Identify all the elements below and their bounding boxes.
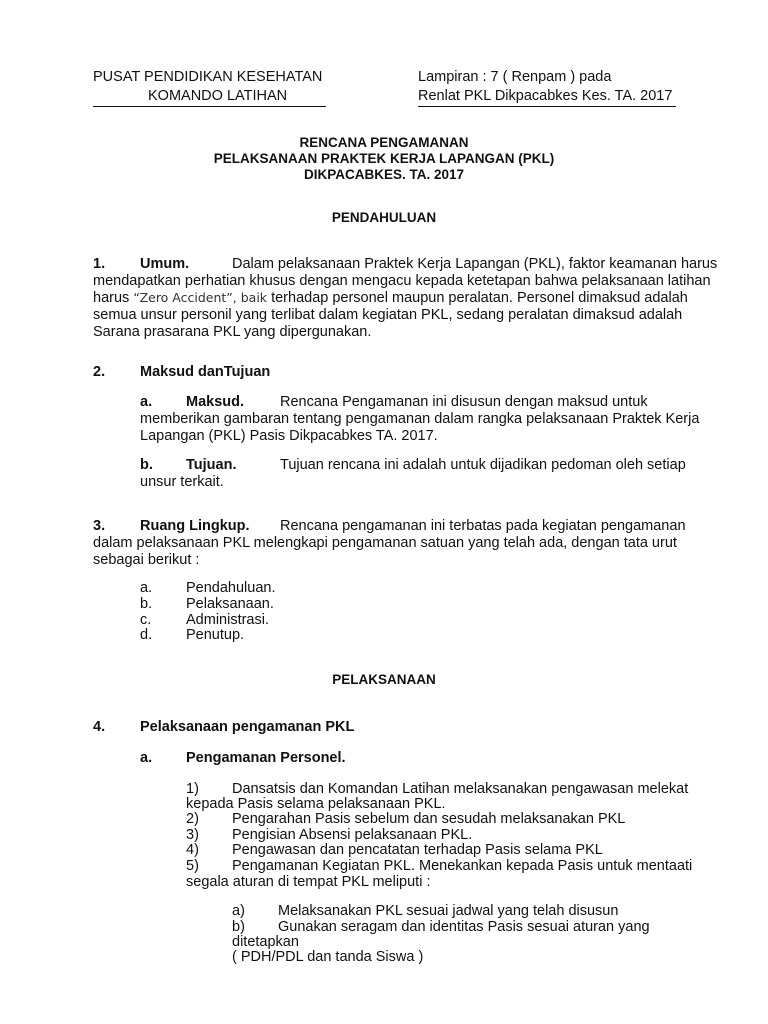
p4a-item-cont: segala aturan di tempat PKL meliputi : — [186, 874, 431, 890]
p2-number: 2. — [93, 364, 106, 380]
p4a-letter: a. — [140, 750, 153, 766]
p3-item-letter: b. — [140, 596, 153, 612]
p4a-item-text: Pengamanan Kegiatan PKL. Menekankan kepada Pasis untuk mentaati — [232, 858, 693, 874]
p4-number: 4. — [93, 719, 106, 735]
p3-text-line1: Rencana pengamanan ini terbatas pada kegiatan pengamanan — [280, 518, 686, 534]
p4a-sub-text: Gunakan seragam dan identitas Pasis sesuai aturan yang — [278, 919, 650, 935]
header-left — [93, 68, 343, 107]
p4a-sub-cont2: ( PDH/PDL dan tanda Siswa ) — [232, 949, 424, 965]
section-heading-pelaksanaan: PELAKSANAAN — [332, 672, 436, 687]
p1-label: Umum. — [140, 256, 190, 272]
p2a-text-line3: Lapangan (PKL) Pasis Dikpacabkes TA. 2017. — [140, 428, 438, 444]
p1-text-line3 — [93, 290, 688, 306]
p4-label: Pelaksanaan pengamanan PKL — [140, 719, 355, 735]
p4a-sub-number: b) — [232, 919, 245, 935]
title-line2: PELAKSANAAN PRAKTEK KERJA LAPANGAN (PKL) — [213, 151, 555, 166]
p2a-label: Maksud. — [186, 394, 245, 410]
header-right-line2: Renlat PKL Dikpacabkes Kes. TA. 2017 — [418, 87, 676, 107]
p1-text-line3-b: terhadap personel maupun peralatan. Personel dimaksud adalah — [271, 290, 688, 306]
p3-text-line3: sebagai berikut : — [93, 552, 200, 568]
p4a-item-cont: kepada Pasis selama pelaksanaan PKL. — [186, 796, 446, 812]
header-left-line1: PUSAT PENDIDIKAN KESEHATAN — [93, 69, 323, 85]
p2-label: Maksud danTujuan — [140, 364, 271, 380]
p4a-item-number: 2) — [186, 811, 199, 827]
p3-item-text: Pelaksanaan. — [186, 596, 274, 612]
p1-text-line1: Dalam pelaksanaan Praktek Kerja Lapangan (PKL), faktor keamanan harus — [232, 256, 718, 272]
p3-item-letter: a. — [140, 580, 153, 596]
title-line1: RENCANA PENGAMANAN — [299, 135, 469, 150]
p4a-item-number: 4) — [186, 842, 199, 858]
section-heading-pendahuluan: PENDAHULUAN — [331, 210, 437, 225]
p4a-item-number: 5) — [186, 858, 199, 874]
p2a-letter: a. — [140, 394, 153, 410]
p1-text-line5: Sarana prasarana PKL yang dipergunakan. — [93, 324, 372, 340]
header-left-line2: KOMANDO LATIHAN — [93, 87, 326, 107]
p4a-item-number: 1) — [186, 781, 199, 797]
zero-accident-quote: “Zero Accident”, baik — [133, 290, 268, 305]
p2b-text-line2: unsur terkait. — [140, 474, 224, 490]
header-right — [418, 68, 708, 107]
p2a-text-line2: memberikan gambaran tentang pengamanan dalam rangka pelaksanaan Praktek Kerja — [140, 411, 700, 427]
p1-text-line2: mendapatkan perhatian khusus dengan mengacu kepada ketetapan bahwa pelaksanaan latihan — [93, 273, 711, 289]
p4a-sub-text: Melaksanakan PKL sesuai jadwal yang telah disusun — [278, 903, 619, 919]
p2b-label: Tujuan. — [186, 457, 237, 473]
p3-item-letter: d. — [140, 627, 153, 643]
p1-text-line3-a: harus — [93, 290, 130, 306]
p3-item-text: Administrasi. — [186, 612, 269, 628]
p4a-item-text: Pengawasan dan pencatatan terhadap Pasis selama PKL — [232, 842, 603, 858]
p3-number: 3. — [93, 518, 106, 534]
p4a-label: Pengamanan Personel. — [186, 750, 346, 766]
p4a-item-number: 3) — [186, 827, 199, 843]
p4a-item-text: Pengisian Absensi pelaksanaan PKL. — [232, 827, 473, 843]
p3-item-letter: c. — [140, 612, 152, 628]
header-right-line1: Lampiran : 7 ( Renpam ) pada — [418, 69, 612, 85]
p4a-item-text: Dansatsis dan Komandan Latihan melaksanakan pengawasan melekat — [232, 781, 689, 797]
p4a-sub-cont: ditetapkan — [232, 934, 299, 950]
p3-label: Ruang Lingkup. — [140, 518, 250, 534]
p4a-item-text: Pengarahan Pasis sebelum dan sesudah melaksanakan PKL — [232, 811, 626, 827]
p3-text-line2: dalam pelaksanaan PKL melengkapi pengamanan satuan yang telah ada, dengan tata urut — [93, 535, 677, 551]
p2b-letter: b. — [140, 457, 153, 473]
p3-item-text: Pendahuluan. — [186, 580, 276, 596]
title-line3: DIKPACABKES. TA. 2017 — [303, 167, 465, 182]
p2a-text-line1: Rencana Pengamanan ini disusun dengan maksud untuk — [280, 394, 648, 410]
p1-text-line4: semua unsur personil yang terlibat dalam kegiatan PKL, sedang peralatan dimaksud adalah — [93, 307, 683, 323]
p2b-text-line1: Tujuan rencana ini adalah untuk dijadikan pedoman oleh setiap — [280, 457, 686, 473]
p3-item-text: Penutup. — [186, 627, 245, 643]
p4a-sub-number: a) — [232, 903, 245, 919]
p1-number: 1. — [93, 256, 106, 272]
